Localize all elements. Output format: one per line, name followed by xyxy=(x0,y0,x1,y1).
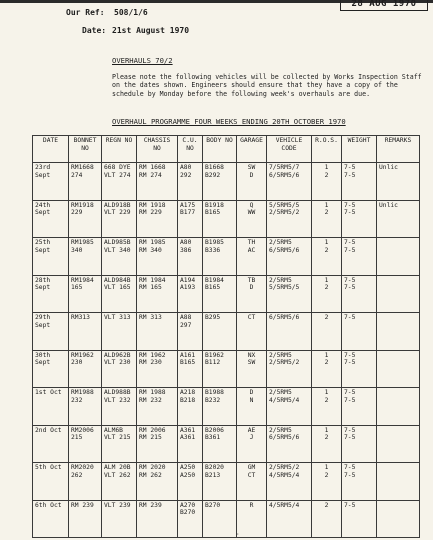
cell-garage: D N xyxy=(237,388,267,426)
cell-weight: 7-5 7-5 xyxy=(342,275,377,313)
column-header: GARAGE xyxy=(237,136,267,163)
cell-bonnet: RM2020 262 xyxy=(69,463,102,501)
cell-garage: TB D xyxy=(237,275,267,313)
our-ref xyxy=(66,8,148,17)
cell-body: B1668 B292 xyxy=(203,163,237,201)
table-row xyxy=(33,388,420,426)
cell-garage: SW D xyxy=(237,163,267,201)
ref-label: Our Ref: xyxy=(66,8,105,17)
cell-code: 5/5RM5/5 2/5RM5/2 xyxy=(267,200,312,238)
cell-chassis: RM 1668 RM 274 xyxy=(137,163,178,201)
cell-cu: A175 B177 xyxy=(178,200,203,238)
cell-regn: 668 DYE VLT 274 xyxy=(102,163,137,201)
cell-remarks xyxy=(377,313,420,351)
cell-cu: A80 386 xyxy=(178,238,203,276)
cell-chassis: RM 313 xyxy=(137,313,178,351)
table-row xyxy=(33,313,420,351)
cell-bonnet: RM313 xyxy=(69,313,102,351)
cell-chassis: RM 1918 RM 229 xyxy=(137,200,178,238)
cell-date: 30th Sept xyxy=(33,350,69,388)
cell-remarks xyxy=(377,350,420,388)
cell-cu: A194 A193 xyxy=(178,275,203,313)
cell-body: B1962 B112 xyxy=(203,350,237,388)
cell-date: 2nd Oct xyxy=(33,425,69,463)
cell-date: 6th Oct xyxy=(33,500,69,538)
cell-code: 2/5RM5 6/5RM5/6 xyxy=(267,425,312,463)
cell-regn: VLT 239 xyxy=(102,500,137,538)
cell-date: 25th Sept xyxy=(33,238,69,276)
cell-ros: 2 xyxy=(312,500,342,538)
cell-code: 4/5RM5/4 xyxy=(267,500,312,538)
cell-remarks xyxy=(377,425,420,463)
cell-body: B1918 B165 xyxy=(203,200,237,238)
cell-body: B1988 B232 xyxy=(203,388,237,426)
cell-code: 7/5RM5/7 6/5RM5/6 xyxy=(267,163,312,201)
overhaul-schedule-table xyxy=(32,135,420,538)
cell-chassis: RM 1985 RM 340 xyxy=(137,238,178,276)
cell-bonnet: RM1918 229 xyxy=(69,200,102,238)
cell-ros: 1 2 xyxy=(312,463,342,501)
cell-weight: 7-5 7-5 xyxy=(342,200,377,238)
cell-chassis: RM 2006 RM 215 xyxy=(137,425,178,463)
cell-remarks xyxy=(377,238,420,276)
cell-regn: ALD984B VLT 165 xyxy=(102,275,137,313)
cell-chassis: RM 1988 RM 232 xyxy=(137,388,178,426)
table-row xyxy=(33,200,420,238)
subject-heading: OVERHAULS 70/2 xyxy=(112,56,173,65)
cell-remarks: Unlic xyxy=(377,200,420,238)
cell-date: 29th Sept xyxy=(33,313,69,351)
cell-chassis: RM 239 xyxy=(137,500,178,538)
cell-garage: Q WW xyxy=(237,200,267,238)
cell-garage: NX SW xyxy=(237,350,267,388)
cell-body: B1985 B336 xyxy=(203,238,237,276)
cell-body: B270 xyxy=(203,500,237,538)
cell-cu: A250 A250 xyxy=(178,463,203,501)
column-header: WEIGHT xyxy=(342,136,377,163)
cell-chassis: RM 1984 RM 165 xyxy=(137,275,178,313)
table-row xyxy=(33,425,420,463)
cell-ros: 1 2 xyxy=(312,163,342,201)
cell-regn: ALM 20B VLT 262 xyxy=(102,463,137,501)
cell-code: 2/5RM5 6/5RM5/6 xyxy=(267,238,312,276)
column-header: DATE xyxy=(33,136,69,163)
table-row xyxy=(33,275,420,313)
cell-garage: AE J xyxy=(237,425,267,463)
cell-remarks xyxy=(377,275,420,313)
cell-regn: VLT 313 xyxy=(102,313,137,351)
table-row xyxy=(33,350,420,388)
cell-ros: 1 2 xyxy=(312,425,342,463)
cell-remarks: Unlic xyxy=(377,163,420,201)
cell-date: 24th Sept xyxy=(33,200,69,238)
cell-chassis: RM 1962 RM 230 xyxy=(137,350,178,388)
letter-date xyxy=(82,26,190,35)
cell-date: 28th Sept xyxy=(33,275,69,313)
cell-code: 6/5RM5/6 xyxy=(267,313,312,351)
received-stamp: 28 AUG 1970 xyxy=(340,0,428,11)
cell-weight: 7-5 xyxy=(342,500,377,538)
ref-value: 508/1/6 xyxy=(114,8,148,17)
cell-weight: 7-5 7-5 xyxy=(342,238,377,276)
cell-body: B2020 B213 xyxy=(203,463,237,501)
cell-cu: A88 297 xyxy=(178,313,203,351)
cell-cu: A80 292 xyxy=(178,163,203,201)
page-mark: · xyxy=(236,531,240,538)
cell-body: B2006 B361 xyxy=(203,425,237,463)
column-header: C.U. NO xyxy=(178,136,203,163)
cell-cu: A270 B270 xyxy=(178,500,203,538)
cell-garage: GM CT xyxy=(237,463,267,501)
cell-weight: 7-5 7-5 xyxy=(342,163,377,201)
cell-code: 2/5RM5 4/5RM5/4 xyxy=(267,388,312,426)
cell-weight: 7-5 xyxy=(342,313,377,351)
cell-code: 2/5RM5 2/5RM5/2 xyxy=(267,350,312,388)
cell-weight: 7-5 7-5 xyxy=(342,425,377,463)
cell-regn: ALD985B VLT 340 xyxy=(102,238,137,276)
column-header: CHASSIS NO xyxy=(137,136,178,163)
cell-cu: A218 B218 xyxy=(178,388,203,426)
cell-garage: R xyxy=(237,500,267,538)
cell-regn: ALD962B VLT 230 xyxy=(102,350,137,388)
column-header: REGN NO xyxy=(102,136,137,163)
cell-weight: 7-5 7-5 xyxy=(342,388,377,426)
instruction-paragraph: Please note the following vehicles will be collected by Works Inspection Staff on the dates shown. Engineers should ensure that they have a copy of the schedule by Monday before the following week's overhauls are due. xyxy=(112,73,422,98)
cell-ros: 2 xyxy=(312,313,342,351)
cell-regn: ALD988B VLT 232 xyxy=(102,388,137,426)
cell-bonnet: RM1984 165 xyxy=(69,275,102,313)
cell-remarks xyxy=(377,500,420,538)
table-row xyxy=(33,463,420,501)
cell-bonnet: RM1668 274 xyxy=(69,163,102,201)
column-header: REMARKS xyxy=(377,136,420,163)
cell-chassis: RM 2020 RM 262 xyxy=(137,463,178,501)
cell-date: 23rd Sept xyxy=(33,163,69,201)
cell-ros: 1 2 xyxy=(312,238,342,276)
cell-code: 2/5RM5/2 4/5RM5/4 xyxy=(267,463,312,501)
cell-bonnet: RM2006 215 xyxy=(69,425,102,463)
cell-bonnet: RM 239 xyxy=(69,500,102,538)
table-row xyxy=(33,238,420,276)
column-header: BONNET NO xyxy=(69,136,102,163)
cell-cu: A161 B165 xyxy=(178,350,203,388)
date-label: Date: xyxy=(82,26,107,35)
cell-ros: 1 2 xyxy=(312,200,342,238)
cell-ros: 1 2 xyxy=(312,388,342,426)
cell-date: 1st Oct xyxy=(33,388,69,426)
cell-body: B1984 B165 xyxy=(203,275,237,313)
column-header: VEHICLE CODE xyxy=(267,136,312,163)
cell-regn: ALM6B VLT 215 xyxy=(102,425,137,463)
cell-code: 2/5RM5 5/5RM5/5 xyxy=(267,275,312,313)
cell-bonnet: RM1985 340 xyxy=(69,238,102,276)
cell-remarks xyxy=(377,388,420,426)
cell-weight: 7-5 7-5 xyxy=(342,350,377,388)
table-row xyxy=(33,500,420,538)
cell-bonnet: RM1988 232 xyxy=(69,388,102,426)
cell-remarks xyxy=(377,463,420,501)
cell-ros: 1 2 xyxy=(312,350,342,388)
table-header-row xyxy=(33,136,420,163)
cell-date: 5th Oct xyxy=(33,463,69,501)
cell-ros: 1 2 xyxy=(312,275,342,313)
cell-garage: CT xyxy=(237,313,267,351)
date-value: 21st August 1970 xyxy=(112,26,190,35)
programme-title: OVERHAUL PROGRAMME FOUR WEEKS ENDING 20TH OCTOBER 1970 xyxy=(112,117,346,126)
table-row xyxy=(33,163,420,201)
cell-bonnet: RM1962 230 xyxy=(69,350,102,388)
cell-garage: TH AC xyxy=(237,238,267,276)
cell-weight: 7-5 7-5 xyxy=(342,463,377,501)
cell-cu: A361 A361 xyxy=(178,425,203,463)
column-header: R.O.S. xyxy=(312,136,342,163)
column-header: BODY NO xyxy=(203,136,237,163)
cell-regn: ALD918B VLT 229 xyxy=(102,200,137,238)
cell-body: B295 xyxy=(203,313,237,351)
